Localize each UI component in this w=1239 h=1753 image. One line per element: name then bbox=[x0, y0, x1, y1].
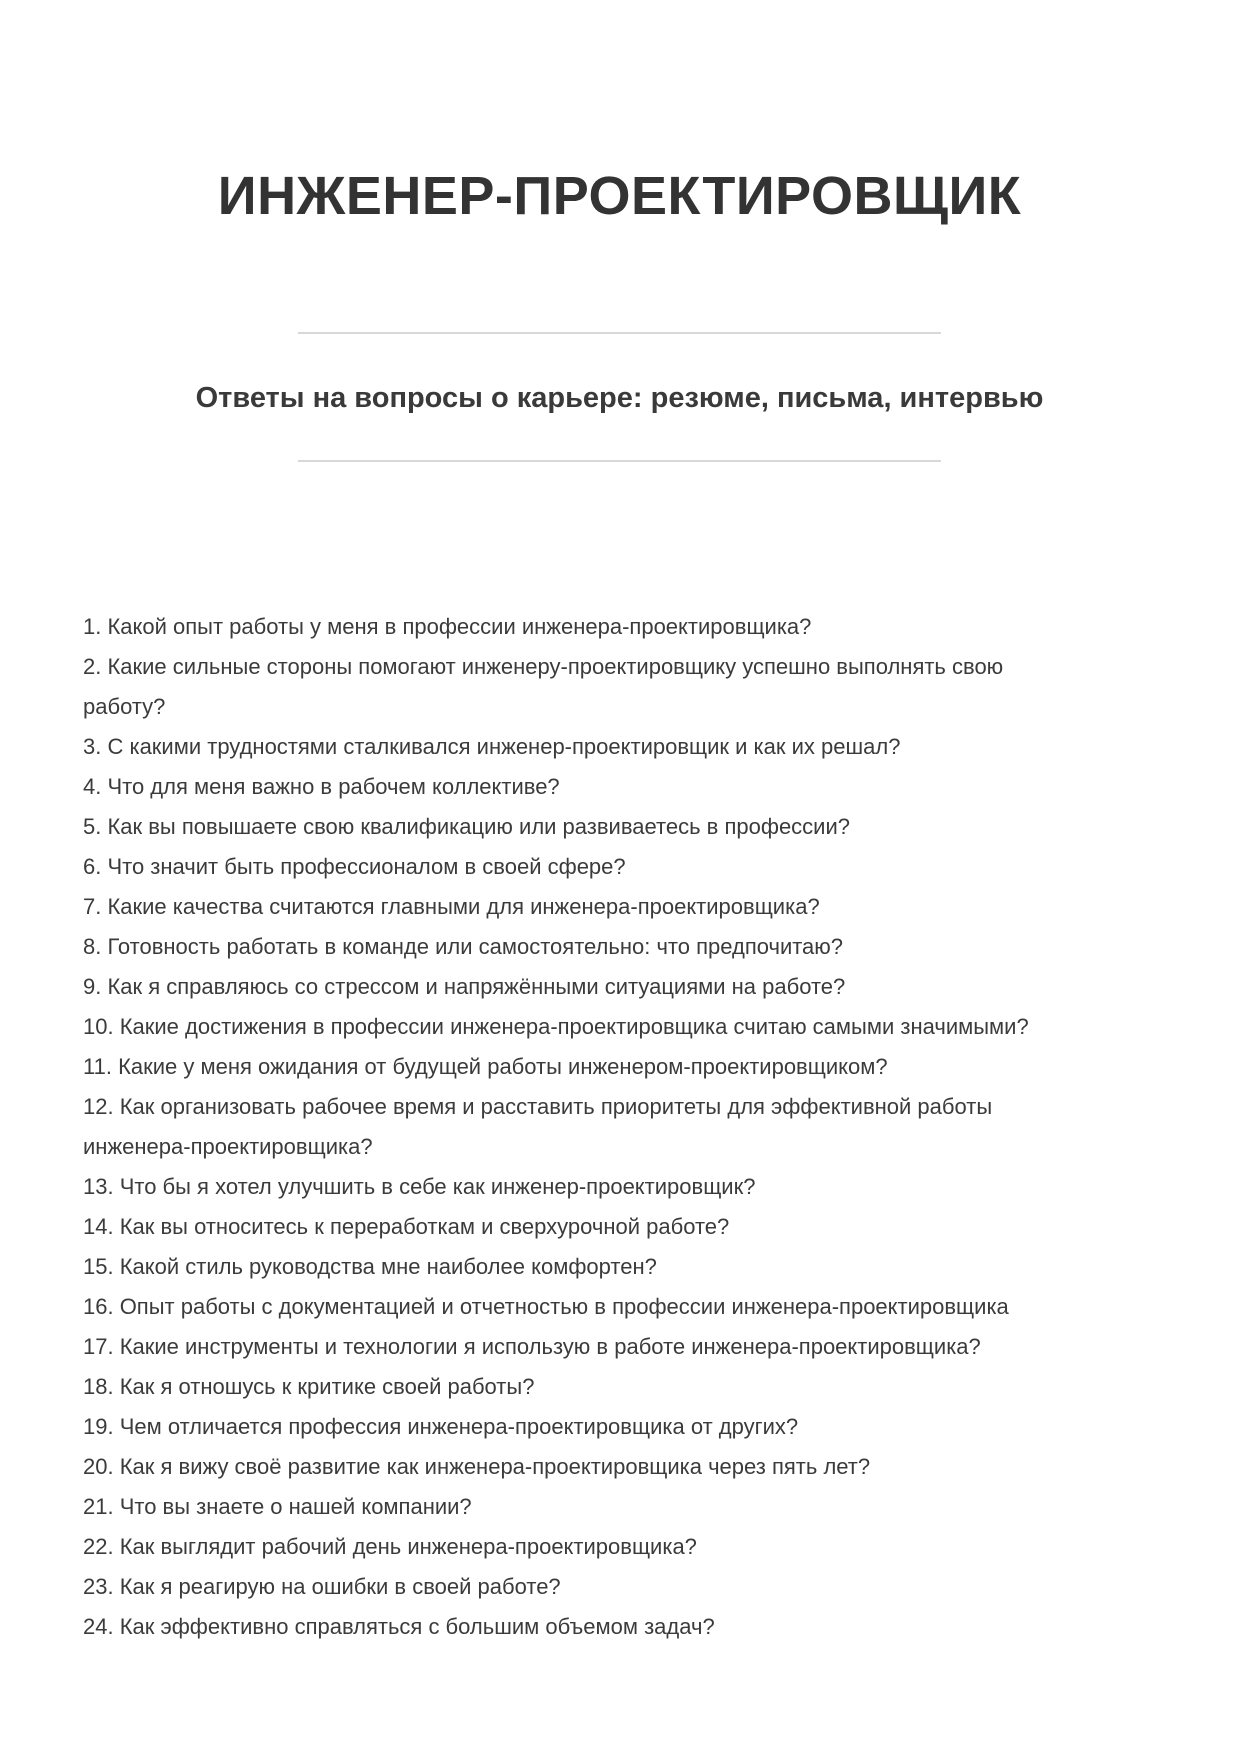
page-title: ИНЖЕНЕР-ПРОЕКТИРОВЩИК bbox=[217, 166, 1022, 226]
question-item: 16. Опыт работы с документацией и отчетностью в профессии инженера-проектировщика bbox=[83, 1294, 1009, 1319]
question-item: 13. Что бы я хотел улучшить в себе как инженер-проектировщик? bbox=[83, 1174, 756, 1199]
question-item: 15. Какой стиль руководства мне наиболее комфортен? bbox=[83, 1254, 657, 1279]
question-item: 11. Какие у меня ожидания от будущей работы инженером-проектировщиком? bbox=[83, 1054, 888, 1079]
question-item: 23. Как я реагирую на ошибки в своей работе? bbox=[83, 1574, 561, 1599]
question-item: 12. Как организовать рабочее время и расставить приоритеты для эффективной работы инженера-проектировщика? bbox=[83, 1094, 993, 1159]
question-item: 21. Что вы знаете о нашей компании? bbox=[83, 1494, 472, 1519]
question-item: 3. С какими трудностями сталкивался инженер-проектировщик и как их решал? bbox=[83, 734, 901, 759]
question-item: 7. Какие качества считаются главными для инженера-проектировщика? bbox=[83, 894, 820, 919]
question-item: 4. Что для меня важно в рабочем коллективе? bbox=[83, 774, 560, 799]
question-item: 1. Какой опыт работы у меня в профессии инженера-проектировщика? bbox=[83, 614, 812, 639]
question-item: 20. Как я вижу своё развитие как инженера-проектировщика через пять лет? bbox=[83, 1454, 871, 1479]
question-item: 17. Какие инструменты и технологии я использую в работе инженера-проектировщика? bbox=[83, 1334, 981, 1359]
questions-list bbox=[83, 607, 1038, 1647]
question-item: 8. Готовность работать в команде или самостоятельно: что предпочитаю? bbox=[83, 934, 844, 959]
question-item: 2. Какие сильные стороны помогают инженеру-проектировщику успешно выполнять свою работу? bbox=[83, 654, 1004, 719]
divider bbox=[298, 460, 941, 462]
question-item: 6. Что значит быть профессионалом в своей сфере? bbox=[83, 854, 626, 879]
question-item: 22. Как выглядит рабочий день инженера-проектировщика? bbox=[83, 1534, 697, 1559]
question-item: 5. Как вы повышаете свою квалификацию или развиваетесь в профессии? bbox=[83, 814, 850, 839]
question-item: 9. Как я справляюсь со стрессом и напряжёнными ситуациями на работе? bbox=[83, 974, 846, 999]
question-item: 14. Как вы относитесь к переработкам и сверхурочной работе? bbox=[83, 1214, 730, 1239]
page-subtitle: Ответы на вопросы о карьере: резюме, письма, интервью bbox=[195, 382, 1044, 414]
question-item: 18. Как я отношусь к критике своей работы? bbox=[83, 1374, 535, 1399]
question-item: 24. Как эффективно справляться с большим объемом задач? bbox=[83, 1614, 715, 1639]
question-item: 10. Какие достижения в профессии инженера-проектировщика считаю самыми значимыми? bbox=[83, 1014, 1029, 1039]
divider bbox=[298, 332, 941, 334]
question-item: 19. Чем отличается профессия инженера-проектировщика от других? bbox=[83, 1414, 799, 1439]
